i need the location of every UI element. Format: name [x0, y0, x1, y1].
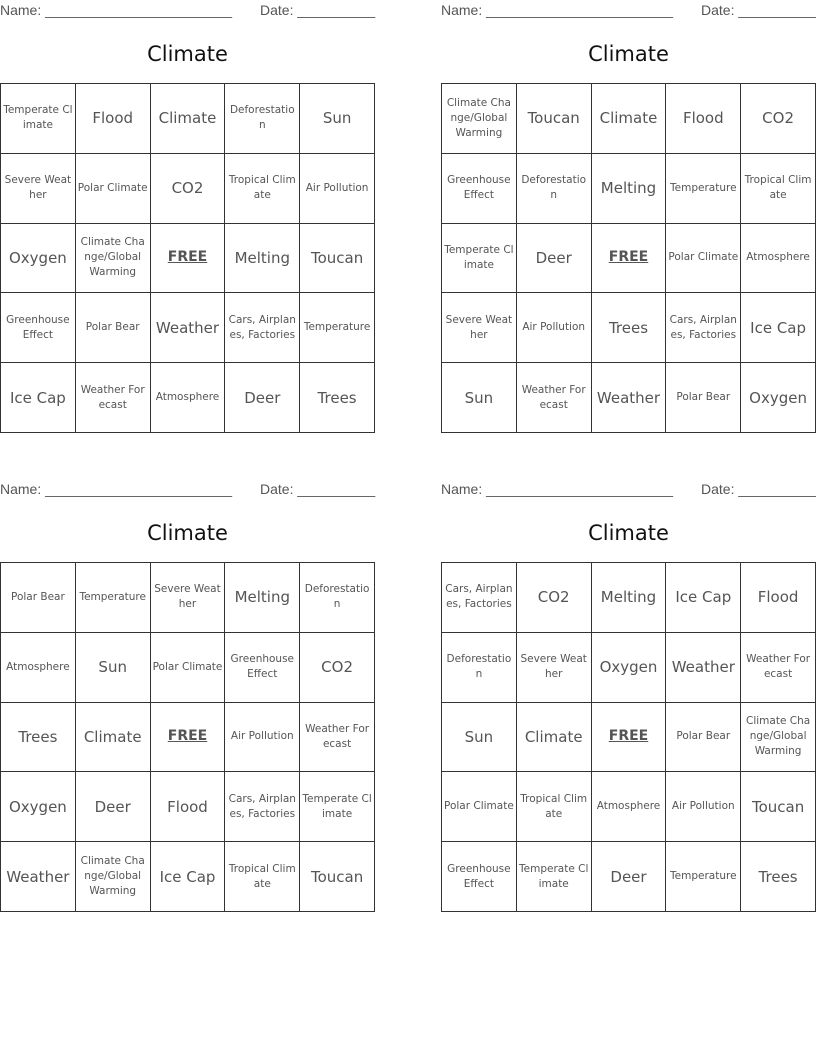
bingo-cell: CO2 [517, 563, 592, 633]
bingo-cell: Temperature [666, 842, 741, 912]
date-label: Date: __________ [701, 481, 816, 497]
bingo-cell: Melting [592, 154, 667, 224]
card-title: Climate [588, 521, 669, 545]
bingo-cell: Severe Weather [1, 154, 76, 224]
card-header [441, 481, 816, 499]
bingo-cell: Atmosphere [1, 633, 76, 703]
bingo-cell: Severe Weather [517, 633, 592, 703]
bingo-cell: Sun [76, 633, 151, 703]
bingo-cell: Weather Forecast [76, 363, 151, 433]
bingo-cell: CO2 [151, 154, 226, 224]
bingo-cell: Sun [442, 363, 517, 433]
bingo-cell: Air Pollution [300, 154, 375, 224]
bingo-cell: Melting [225, 224, 300, 294]
bingo-cell: Deer [517, 224, 592, 294]
bingo-cell: Tropical Climate [741, 154, 816, 224]
bingo-card-1 [0, 0, 375, 440]
bingo-cell: Polar Bear [1, 563, 76, 633]
date-label: Date: __________ [260, 481, 376, 497]
bingo-cell: Oxygen [1, 772, 76, 842]
bingo-cell: Trees [300, 363, 375, 433]
bingo-cell: Ice Cap [1, 363, 76, 433]
free-cell: FREE [151, 703, 226, 773]
bingo-cell: Oxygen [1, 224, 76, 294]
bingo-cell: Oxygen [592, 633, 667, 703]
bingo-cell: Climate Change/Global Warming [76, 842, 151, 912]
bingo-cell: Cars, Airplanes, Factories [225, 772, 300, 842]
bingo-cell: Temperate Climate [517, 842, 592, 912]
bingo-cell: Severe Weather [151, 563, 226, 633]
bingo-cell: Tropical Climate [225, 842, 300, 912]
bingo-cell: Climate Change/Global Warming [442, 84, 517, 154]
bingo-cell: Oxygen [741, 363, 816, 433]
card-header [0, 2, 375, 20]
date-label: Date: __________ [260, 2, 376, 18]
bingo-cell: Air Pollution [666, 772, 741, 842]
bingo-cell: Climate [151, 84, 226, 154]
bingo-cell: Trees [741, 842, 816, 912]
bingo-cell: Deforestation [517, 154, 592, 224]
bingo-cell: Weather [592, 363, 667, 433]
name-label: Name: ________________________ [0, 481, 232, 497]
bingo-cell: Atmosphere [592, 772, 667, 842]
bingo-card-3 [0, 479, 375, 919]
bingo-cell: Weather Forecast [300, 703, 375, 773]
bingo-cell: Climate Change/Global Warming [741, 703, 816, 773]
bingo-cell: Flood [666, 84, 741, 154]
bingo-cell: Tropical Climate [517, 772, 592, 842]
bingo-cell: Air Pollution [517, 293, 592, 363]
bingo-cell: Trees [592, 293, 667, 363]
card-title: Climate [147, 42, 228, 66]
bingo-cell: Deer [592, 842, 667, 912]
bingo-cell: Weather [151, 293, 226, 363]
bingo-cell: Polar Bear [666, 703, 741, 773]
bingo-cell: Cars, Airplanes, Factories [225, 293, 300, 363]
bingo-cell: CO2 [741, 84, 816, 154]
name-label: Name: ________________________ [441, 481, 673, 497]
bingo-cell: Ice Cap [666, 563, 741, 633]
bingo-cell: Tropical Climate [225, 154, 300, 224]
bingo-cell: Temperature [76, 563, 151, 633]
bingo-grid [0, 83, 375, 433]
card-header [0, 481, 375, 499]
name-label: Name: ________________________ [441, 2, 673, 18]
bingo-cell: Ice Cap [741, 293, 816, 363]
bingo-cell: Greenhouse Effect [442, 154, 517, 224]
bingo-cell: Flood [76, 84, 151, 154]
bingo-cell: Deer [76, 772, 151, 842]
bingo-card-2 [441, 0, 816, 440]
bingo-cell: Polar Climate [151, 633, 226, 703]
bingo-cell: Melting [592, 563, 667, 633]
bingo-cell: Cars, Airplanes, Factories [442, 563, 517, 633]
bingo-cell: Greenhouse Effect [442, 842, 517, 912]
bingo-grid [0, 562, 375, 912]
bingo-cell: Air Pollution [225, 703, 300, 773]
card-title: Climate [147, 521, 228, 545]
bingo-cell: Deer [225, 363, 300, 433]
bingo-cell: Toucan [517, 84, 592, 154]
bingo-cell: Climate [517, 703, 592, 773]
bingo-cell: Temperate Climate [1, 84, 76, 154]
bingo-cell: Deforestation [225, 84, 300, 154]
bingo-cell: Polar Bear [666, 363, 741, 433]
bingo-cell: Toucan [300, 842, 375, 912]
bingo-cell: Sun [300, 84, 375, 154]
bingo-cell: Flood [741, 563, 816, 633]
bingo-cell: Sun [442, 703, 517, 773]
bingo-cell: Severe Weather [442, 293, 517, 363]
bingo-cell: Temperate Climate [442, 224, 517, 294]
free-cell: FREE [151, 224, 226, 294]
bingo-cell: Polar Climate [666, 224, 741, 294]
bingo-cell: Weather Forecast [517, 363, 592, 433]
bingo-cell: Atmosphere [151, 363, 226, 433]
bingo-cell: Polar Climate [76, 154, 151, 224]
bingo-cell: CO2 [300, 633, 375, 703]
bingo-cell: Toucan [300, 224, 375, 294]
bingo-cell: Melting [225, 563, 300, 633]
bingo-cell: Temperature [666, 154, 741, 224]
bingo-cell: Weather [1, 842, 76, 912]
bingo-cell: Weather [666, 633, 741, 703]
bingo-cell: Greenhouse Effect [225, 633, 300, 703]
bingo-cell: Ice Cap [151, 842, 226, 912]
name-label: Name: ________________________ [0, 2, 232, 18]
bingo-grid [441, 83, 816, 433]
bingo-card-4 [441, 479, 816, 919]
bingo-cell: Greenhouse Effect [1, 293, 76, 363]
bingo-cell: Toucan [741, 772, 816, 842]
bingo-grid [441, 562, 816, 912]
bingo-cell: Polar Bear [76, 293, 151, 363]
date-label: Date: __________ [701, 2, 816, 18]
bingo-cell: Temperature [300, 293, 375, 363]
bingo-cell: Trees [1, 703, 76, 773]
bingo-cell: Deforestation [442, 633, 517, 703]
bingo-cell: Cars, Airplanes, Factories [666, 293, 741, 363]
card-header [441, 2, 816, 20]
bingo-cell: Climate [592, 84, 667, 154]
bingo-cell: Weather Forecast [741, 633, 816, 703]
bingo-cell: Deforestation [300, 563, 375, 633]
bingo-cell: Climate Change/Global Warming [76, 224, 151, 294]
bingo-cell: Climate [76, 703, 151, 773]
bingo-cell: Polar Climate [442, 772, 517, 842]
free-cell: FREE [592, 703, 667, 773]
bingo-cell: Atmosphere [741, 224, 816, 294]
bingo-cell: Temperate Climate [300, 772, 375, 842]
bingo-cell: Flood [151, 772, 226, 842]
free-cell: FREE [592, 224, 667, 294]
card-title: Climate [588, 42, 669, 66]
